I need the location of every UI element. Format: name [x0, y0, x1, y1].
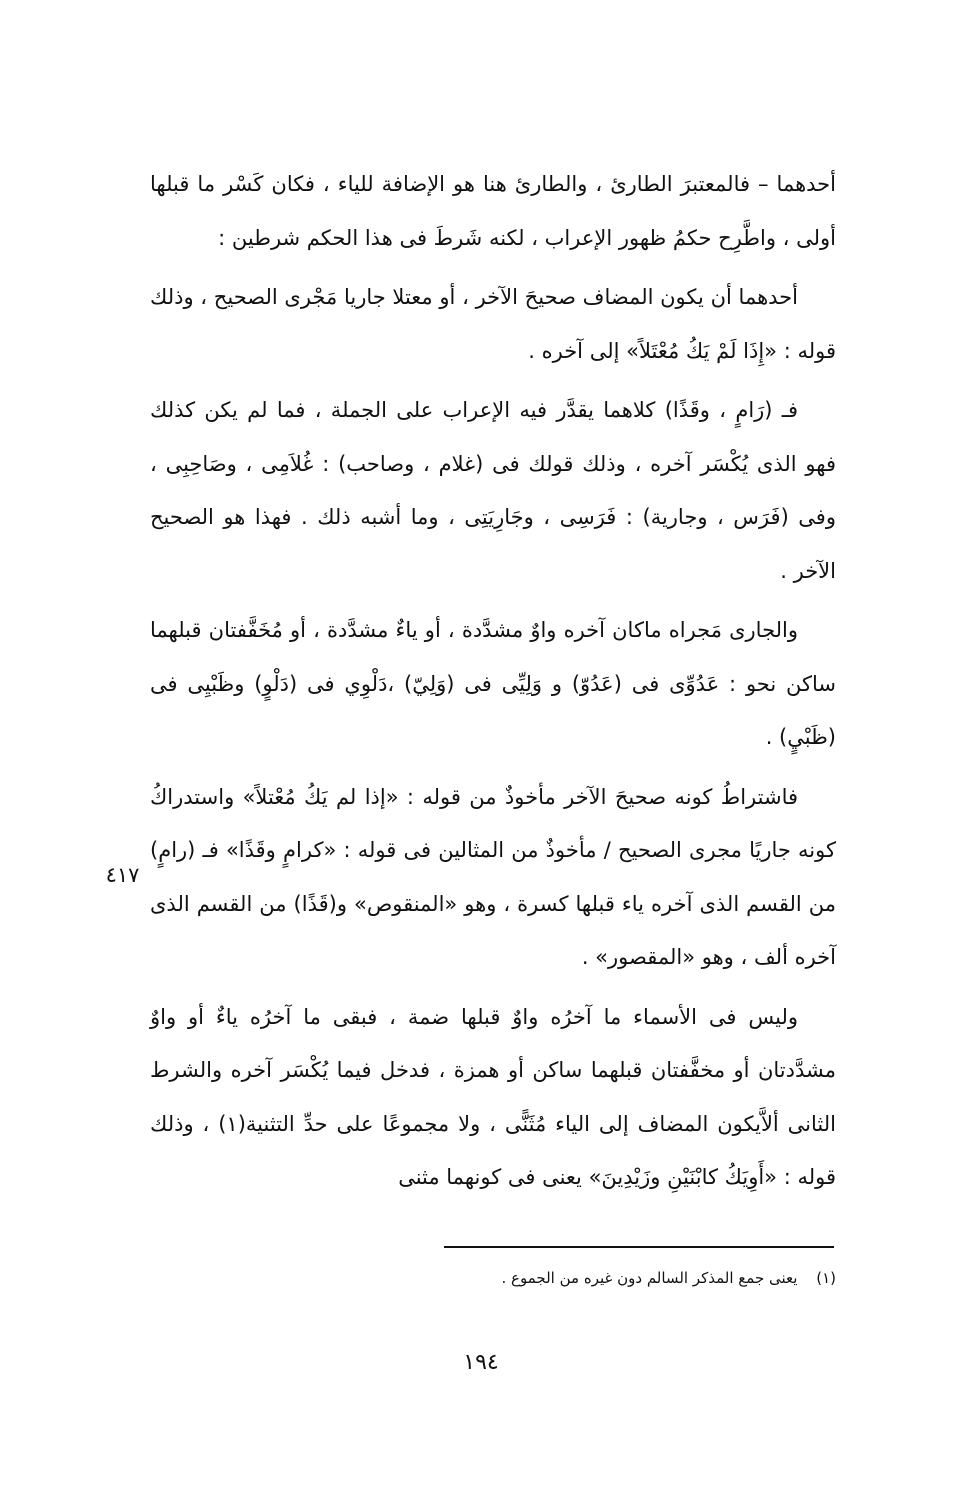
paragraph-1: أحدهما – فالمعتبرَ الطارئ ، والطارئ هنا هو الإضافة للياء ، فكان كَسْر ما قبلها أولى ، واطَّرِح حكمُ ظهور الإعراب ، لكنه شَرطَ فى هذا الحكم شرطين :	[150, 172, 836, 250]
paragraph-3: فـ (رَامٍ ، وقَذًا) كلاهما يقدَّر فيه الإعراب على الجملة ، فما لم يكن كذلك فهو الذى يُكْسَر آخره ، وذلك قولك فى (غلام ، وصاحب) : غُلاَمِى ، وصَاحِبِى ، وفى (فَرَس ، وجارية) : فَرَسِى ، وجَارِيَتِى ، وما أشبه ذلك . فهذا هو الصحيح الآخر .	[150, 398, 836, 583]
footnote-divider	[444, 1246, 834, 1248]
footnote-marker: (١)	[816, 1269, 836, 1287]
footnote-text: يعنى جمع المذكر السالم دون غيره من الجموع .	[501, 1269, 798, 1287]
page-number: ١٩٤	[463, 1350, 499, 1375]
paragraph-2: أحدهما أن يكون المضاف صحيحَ الآخر ، أو معتلا جاريا مَجْرى الصحيح ، وذلك قوله : «إِذَا لَمْ يَكُ مُعْتَلاً» إلى آخره .	[150, 285, 836, 363]
manuscript-folio-number: ٤١٧	[105, 863, 140, 887]
body-text	[150, 158, 836, 1211]
paragraph-6: وليس فى الأسماء ما آخرُه واوٌ قبلها ضمة ، فبقى ما آخرُه ياءٌ أو واوٌ مشدَّدتان أو مخفَّفتان قبلهما ساكن أو همزة ، فدخل فيما يُكْسَر آخره والشرط الثانى ألاَّيكون المضاف إلى الياء مُثَنًّى ، ولا مجموعًا على حدِّ التثنية(١) ، وذلك قوله : «أَوِيَكُ كابْنَيْنِ وزَيْدِينَ» يعنى فى كونهما مثنى	[150, 1004, 836, 1189]
footnote	[420, 1266, 836, 1290]
paragraph-5: فاشتراطُ كونه صحيحَ الآخر مأخوذٌ من قوله : «إذا لم يَكُ مُعْتلاً» واستدراكُ كونه جاريًا مجرى الصحيح / مأخوذٌ من المثالين فى قوله : «كرامٍ وقَذًا» فـ (رامٍ) من القسم الذى آخره ياء قبلها كسرة ، وهو «المنقوص» و(قَذًا) من القسم الذى آخره ألف ، وهو «المقصور» .	[150, 784, 836, 969]
paragraph-4: والجارى مَجراه ماكان آخره واوٌ مشدَّدة ، أو ياءٌ مشدَّدة ، أو مُخَفَّفتان قبلهما ساكن نحو : عَدُوِّى فى (عَدُوّ) و وَلِيِّى فى (وَلِيّ) ،دَلْوِي فى (دَلْوٍ) وظَبْيِى فى (ظَبْيٍ) .	[150, 618, 836, 749]
